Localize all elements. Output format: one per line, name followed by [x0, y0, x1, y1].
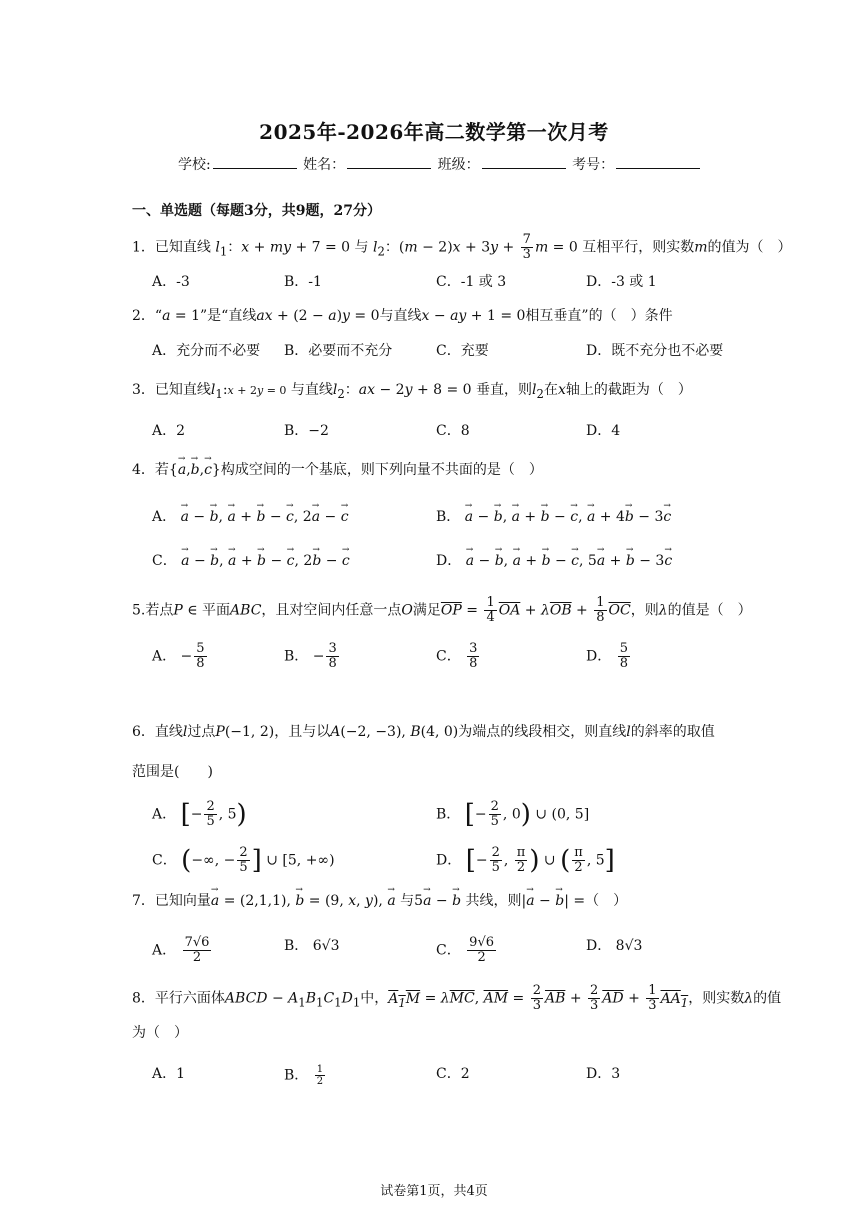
name-label: 姓名： — [303, 157, 346, 173]
question-2: 2．“a = 1”是“直线ax + (2 − a)y = 0与直线x − ay + 1 = 0相互垂直”的（ ）条件 — [132, 308, 673, 324]
number-label: 考号： — [572, 157, 615, 173]
student-info-line — [178, 154, 702, 174]
q2-option-d[interactable]: D．既不充分也不必要 — [586, 343, 724, 359]
school-label: 学校: — [178, 157, 211, 173]
class-label: 班级： — [437, 157, 480, 173]
q1-option-b[interactable]: B．-1 — [284, 274, 322, 290]
q7-option-d[interactable]: D． 8√3 — [586, 938, 643, 954]
q7-option-a[interactable]: A． $\frac{7√6}{2}$ — [152, 935, 210, 965]
number-blank[interactable] — [616, 156, 700, 169]
q7-option-c[interactable]: C． $\frac{9√6}{2}$ — [436, 935, 494, 965]
q2-option-c[interactable]: C．充要 — [436, 343, 489, 359]
q4-option-d[interactable]: D． → a − → b, → a + → b − → c, 5→ a + → b − 3→ c — [436, 551, 672, 571]
page-footer: 试卷第1页，共4页 — [380, 1184, 488, 1199]
q1-option-d[interactable]: D．-3 或 1 — [586, 274, 657, 290]
q3-option-d[interactable]: D．4 — [586, 423, 621, 439]
q8-option-c[interactable]: C．2 — [436, 1066, 470, 1082]
question-3: 3．已知直线$l_1:x + 2y = 0$ 与直线$l_2$：ax − 2y + 8 = 0 垂直，则$l_2$在x轴上的截距为（ ） — [132, 382, 692, 401]
question-5: 5.若点P ∈ 平面ABC，且对空间内任意一点O满足$\overline{OP}$ = $\frac{1}{4}$ $\overline{OA} + \lambda\overline{OB}$ + $\frac{1}{8}$ $\overline{OC}$，则λ的值是（ ） — [132, 595, 752, 625]
question-6: 6．直线l过点P(−1, 2)，且与以A(−2, −3), B(4, 0)为端点的线段相交，则直线l的斜率的取值 — [132, 724, 715, 740]
q3-option-a[interactable]: A．2 — [152, 423, 186, 439]
class-blank[interactable] — [482, 156, 566, 169]
q1-option-c[interactable]: C．-1 或 3 — [436, 274, 507, 290]
q5-option-b[interactable]: B． − $\frac{3}{8}$ — [284, 641, 337, 671]
section-heading: 一、单选题（每题3分，共9题，27分） — [132, 203, 381, 219]
page-title: 2025年-2026年高二数学第一次月考 — [259, 120, 609, 144]
question-4: 4．若{→ a,→ b,→ c}构成空间的一个基底，则下列向量不共面的是（ ） — [132, 460, 543, 480]
q5-option-d[interactable]: D． $\frac{5}{8}$ — [586, 641, 628, 671]
q1-option-a[interactable]: A．-3 — [152, 274, 190, 290]
q4-option-a[interactable]: A． → a − → b, → a + → b − → c, 2→ a − → c — [152, 507, 349, 527]
q2-option-b[interactable]: B．必要而不充分 — [284, 343, 393, 359]
question-7: 7．已知向量→ a = (2,1,1), → b = (9, x, y), → a 与5→ a − → b 共线，则|→ a − → b| =（ ） — [132, 891, 627, 911]
question-8: 8．平行六面体ABCD − $A_1B_1C_1D_1$中，$A_1M = \lambda\overline{MC}$, $\overline{AM}$ = $\frac{2}{3}$ $\overline{AB}$ + $\frac{2}{3}$ $\overline{AD}$ + $\frac{1}{3}$ $AA_1$，则实数λ的值 — [132, 983, 782, 1013]
q4-option-b[interactable]: B． → a − → b, → a + → b − → c, → a + 4→ b − 3→ c — [436, 507, 671, 527]
q8-option-a[interactable]: A．1 — [152, 1066, 186, 1082]
school-blank[interactable] — [213, 156, 297, 169]
q3-option-b[interactable]: B．−2 — [284, 423, 329, 439]
name-blank[interactable] — [347, 156, 431, 169]
q8-option-d[interactable]: D．3 — [586, 1066, 621, 1082]
q2-option-a[interactable]: A．充分而不必要 — [152, 343, 261, 359]
question-1: 1．已知直线 $l_1$：x + my + 7 = 0 与 $l_2$：(m − 2)x + 3y + $\frac{7}{3}$ m = 0 互相平行，则实数m的值为（ ） — [132, 232, 792, 262]
q6-option-d[interactable]: D． [− $\frac{2}{5}$ , $\frac{\pi}{2}$ ) ∪ ( $\frac{\pi}{2}$ , 5] — [436, 845, 615, 876]
q8-option-b[interactable]: B． $\frac{1}{2}$ — [284, 1064, 324, 1087]
q7-option-b[interactable]: B． 6√3 — [284, 938, 340, 954]
question-6-line-2: 范围是( ) — [132, 764, 213, 780]
q5-option-c[interactable]: C． $\frac{3}{8}$ — [436, 641, 478, 671]
q4-option-c[interactable]: C． → a − → b, → a + → b − → c, 2→ b − → c — [152, 551, 350, 571]
question-8-line-2: 为（ ） — [132, 1025, 188, 1041]
q3-option-c[interactable]: C．8 — [436, 423, 470, 439]
q6-option-c[interactable]: C． (−∞, − $\frac{2}{5}$ ] ∪ [5, +∞) — [152, 845, 335, 876]
q5-option-a[interactable]: A． − $\frac{5}{8}$ — [152, 641, 205, 671]
q6-option-b[interactable]: B． [− $\frac{2}{5}$ , 0) ∪ (0, 5] — [436, 799, 590, 830]
q6-option-a[interactable]: A． [− $\frac{2}{5}$ , 5) — [152, 799, 247, 830]
